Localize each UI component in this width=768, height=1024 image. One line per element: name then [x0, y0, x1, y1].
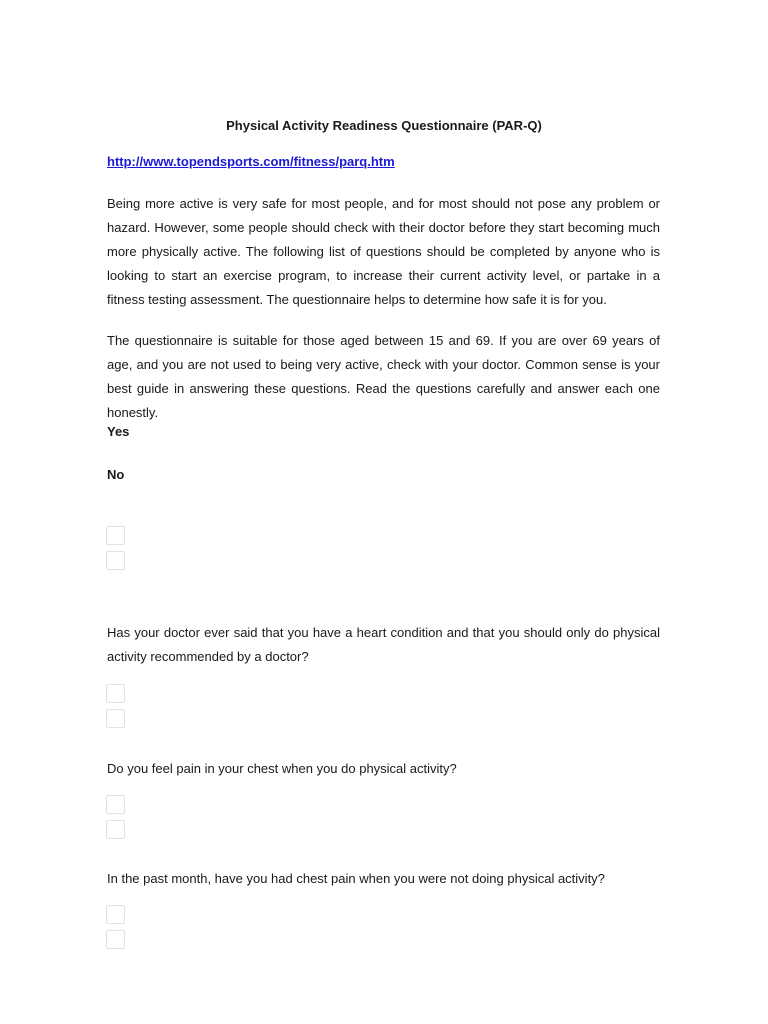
intro-paragraph: Being more active is very safe for most people, and for most should not pose any problem or hazard. However, some people should check with their doctor before they start becoming much more physically active. The following list of questions should be completed by anyone who is looking to start an exercise program, to increase their current activity level, or partake in a fitness testing assessment. The questionnaire helps to determine how safe it is for you.: [107, 196, 660, 307]
question-heart-condition: Has your doctor ever said that you have a heart condition and that you should only do physical activity recommended by a doctor?: [107, 625, 660, 664]
q3-yes-checkbox[interactable]: [106, 905, 125, 924]
page-title: Physical Activity Readiness Questionnaire (PAR-Q): [226, 118, 542, 133]
q3-no-checkbox[interactable]: [106, 930, 125, 949]
header-no-checkbox[interactable]: [106, 551, 125, 570]
q1-no-checkbox[interactable]: [106, 709, 125, 728]
eligibility-paragraph: The questionnaire is suitable for those aged between 15 and 69. If you are over 69 years of age, and you are not used to being very active, check with your doctor. Common sense is your best guide in answering these questions. Read the questions carefully and answer each one honestly.: [107, 333, 660, 420]
q2-yes-checkbox[interactable]: [106, 795, 125, 814]
q1-yes-checkbox[interactable]: [106, 684, 125, 703]
source-link[interactable]: http://www.topendsports.com/fitness/parq.htm: [107, 154, 395, 169]
q2-no-checkbox[interactable]: [106, 820, 125, 839]
no-label: No: [107, 467, 125, 482]
header-yes-checkbox[interactable]: [106, 526, 125, 545]
question-chest-pain-rest: In the past month, have you had chest pain when you were not doing physical activity?: [107, 871, 605, 886]
question-chest-pain-activity: Do you feel pain in your chest when you do physical activity?: [107, 761, 457, 776]
yes-label: Yes: [107, 424, 130, 439]
